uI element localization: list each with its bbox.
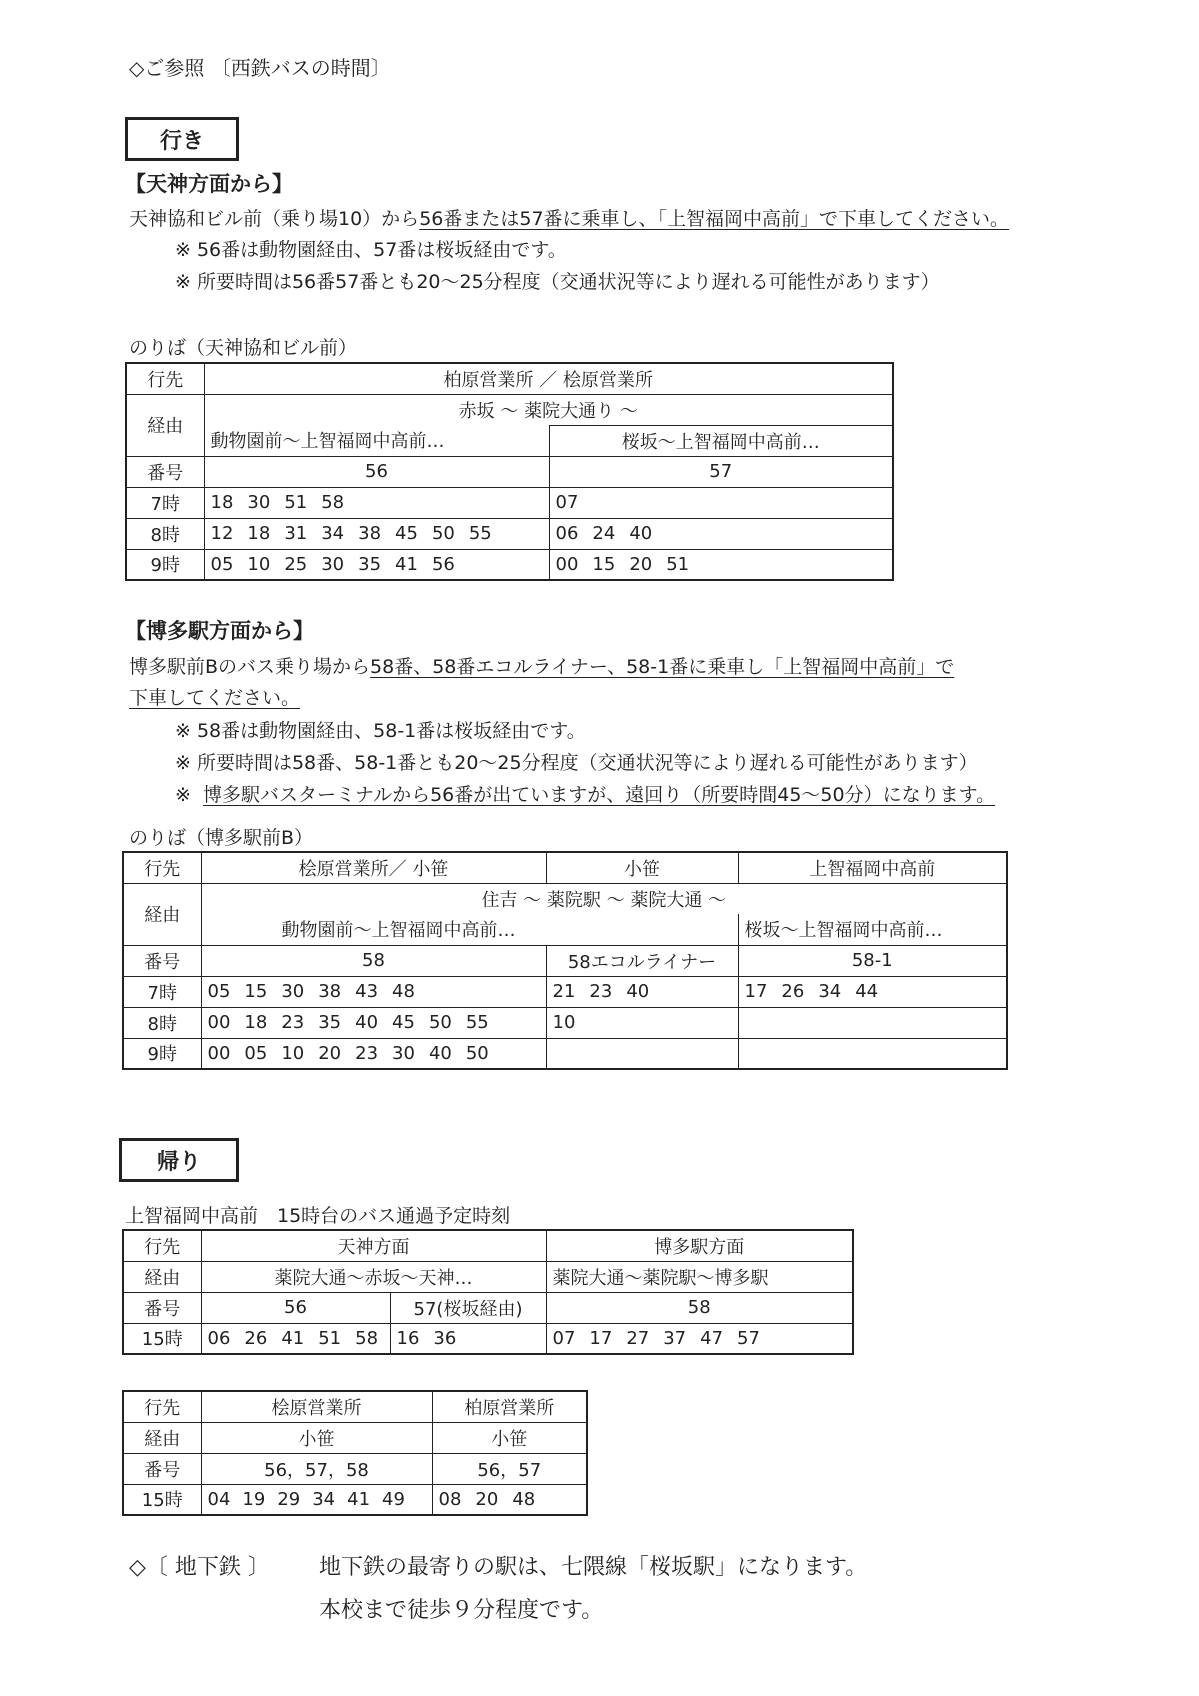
row-header-dest: 行先: [126, 363, 204, 394]
time: 58: [355, 1327, 379, 1349]
time: 51: [284, 492, 308, 513]
times-57-cell: [390, 1323, 546, 1354]
time: 40: [355, 1012, 379, 1033]
times-eco-cell: [546, 976, 738, 1007]
time: 04: [207, 1488, 231, 1510]
time: 38: [318, 981, 342, 1002]
row-header-number: 番号: [123, 1292, 201, 1323]
hour-cell: 8時: [126, 518, 204, 549]
hakata-note-duration: ※ 所要時間は58番、58-1番とも20～25分程度（交通状況等により遅れる可能性があります）: [175, 752, 978, 774]
time: 40: [626, 981, 650, 1002]
route-57-cell: 57(桜坂経由): [390, 1292, 546, 1323]
time: 51: [666, 553, 690, 575]
time: 48: [512, 1488, 536, 1510]
row-header-via: 経由: [123, 1261, 201, 1292]
hakata-instruction-line1: [129, 655, 954, 679]
hour-cell: 9時: [126, 549, 204, 580]
time: 27: [626, 1327, 650, 1349]
time: 26: [244, 1327, 268, 1349]
times-eco-cell: [546, 1007, 738, 1038]
time: 06: [555, 523, 579, 544]
via-58-1-cell: 桜坂〜上智福岡中高前…: [738, 914, 1007, 945]
time: 55: [465, 1012, 489, 1033]
via-57-cell: 桜坂〜上智福岡中高前…: [549, 425, 893, 456]
time: 40: [629, 523, 653, 544]
time: 44: [855, 981, 879, 1002]
time: 23: [281, 1012, 305, 1033]
row-header-via: 経由: [123, 1422, 201, 1453]
times-58-1-cell: [738, 1038, 1007, 1069]
row-header-dest: 行先: [123, 1391, 201, 1422]
time: 40: [428, 1042, 452, 1064]
table-row: [123, 1038, 1007, 1069]
time: 00: [555, 553, 579, 575]
table-row: [123, 1230, 853, 1261]
subway-line2: 本校まで徒歩９分程度です。: [319, 1598, 604, 1623]
hour-cell: 15時: [123, 1323, 201, 1354]
section-label-return: 帰り: [119, 1138, 239, 1182]
time: 18: [247, 523, 271, 544]
time: 10: [281, 1042, 305, 1064]
route-58-cell: 58: [546, 1292, 853, 1323]
times-58-cell: [201, 1007, 546, 1038]
times-a-cell: [201, 1484, 432, 1515]
time: 43: [355, 981, 379, 1002]
hour-cell: 9時: [123, 1038, 201, 1069]
hakata-note-terminal: [175, 783, 995, 807]
table-row: [123, 914, 1007, 945]
via-common-cell: 赤坂 〜 薬院大通り 〜: [204, 394, 893, 425]
time: 10: [247, 553, 271, 575]
route-eco-cell: 58エコルライナー: [546, 945, 738, 976]
destination-hakata-cell: 博多駅方面: [546, 1230, 853, 1261]
time: 21: [552, 981, 576, 1002]
times-57-cell: [549, 549, 893, 580]
tenjin-instruction-underlined: 56番または57番に乗車し、「上智福岡中高前」で下車してください。: [419, 208, 1010, 230]
time: 05: [207, 981, 231, 1002]
times-56-cell: [204, 518, 549, 549]
time: 35: [318, 1012, 342, 1033]
destination-58-cell: 桧原営業所／ 小笹: [201, 852, 546, 883]
row-header-via: 経由: [126, 394, 204, 456]
table-row: [123, 1292, 853, 1323]
time: 50: [428, 1012, 452, 1033]
table-row: [123, 1453, 587, 1484]
table-row: [123, 1007, 1007, 1038]
time: 08: [438, 1488, 462, 1510]
time: 34: [321, 523, 345, 544]
time: 05: [210, 553, 234, 575]
table-row: [123, 883, 1007, 914]
hakata-instruction-prefix: 博多駅前Bのバス乗り場から: [129, 656, 371, 678]
time: 35: [358, 553, 382, 575]
time: 20: [475, 1488, 499, 1510]
time: 34: [312, 1488, 336, 1510]
route-58-1-cell: 58-1: [738, 945, 1007, 976]
time: 00: [207, 1042, 231, 1064]
time: 41: [395, 553, 418, 575]
time: 30: [321, 553, 345, 575]
route-56-cell: 56: [201, 1292, 390, 1323]
time: 57: [737, 1327, 760, 1349]
times-56-cell: [204, 549, 549, 580]
subway-label: ◇〔 地下鉄 〕: [129, 1555, 270, 1580]
time: 23: [355, 1042, 379, 1064]
table-row: [123, 976, 1007, 1007]
times-b-cell: [432, 1484, 587, 1515]
hour-cell: 7時: [123, 976, 201, 1007]
subway-line1: 地下鉄の最寄りの駅は、七隈線「桜坂駅」になります。: [319, 1555, 868, 1580]
hakata-section-title: 【博多駅方面から】: [125, 619, 314, 643]
time: 38: [358, 523, 382, 544]
time: 06: [207, 1327, 231, 1349]
time: 25: [284, 553, 308, 575]
time: 55: [468, 523, 492, 544]
time: 24: [592, 523, 616, 544]
time: 30: [281, 981, 305, 1002]
table-row: [126, 549, 893, 580]
via-56-cell: 動物園前〜上智福岡中高前…: [204, 425, 549, 456]
table-row: [126, 363, 893, 394]
time: 26: [781, 981, 805, 1002]
hour-cell: 7時: [126, 487, 204, 518]
time: 17: [744, 981, 768, 1002]
tenjin-stop-caption: のりば（天神協和ビル前）: [129, 337, 358, 359]
via-b-cell: 小笹: [432, 1422, 587, 1453]
destination-eco-cell: 小笹: [546, 852, 738, 883]
tenjin-section-title: 【天神方面から】: [125, 172, 293, 196]
time: 12: [210, 523, 234, 544]
row-header-via: 経由: [123, 883, 201, 945]
hakata-timetable: [122, 851, 1008, 1070]
time: 45: [392, 1012, 415, 1033]
time: 37: [663, 1327, 687, 1349]
time: 23: [589, 981, 613, 1002]
row-header-dest: 行先: [123, 1230, 201, 1261]
times-56-cell: [204, 487, 549, 518]
time: 19: [242, 1488, 266, 1510]
row-header-number: 番号: [126, 456, 204, 487]
times-58-cell: [201, 1038, 546, 1069]
table-row: [123, 1422, 587, 1453]
tenjin-note-duration: ※ 所要時間は56番57番とも20～25分程度（交通状況等により遅れる可能性があります）: [175, 271, 940, 293]
table-row: [126, 394, 893, 425]
page-title: ◇ご参照 〔西鉄バスの時間〕: [129, 56, 391, 80]
destination-a-cell: 桧原営業所: [201, 1391, 432, 1422]
table-row: [126, 518, 893, 549]
time: 47: [700, 1327, 724, 1349]
hakata-instruction-underlined: 58番、58番エコルライナー、58-1番に乗車し「上智福岡中高前」で: [370, 656, 955, 678]
via-58-cell: 動物園前〜上智福岡中高前…: [201, 914, 738, 945]
time: 10: [552, 1012, 576, 1033]
table-row: [126, 487, 893, 518]
time: 17: [589, 1327, 613, 1349]
time: 49: [382, 1488, 405, 1510]
row-header-number: 番号: [123, 945, 201, 976]
hakata-note-terminal-text: 博多駅バスターミナルから56番が出ていますが、遠回り（所要時間45～50分）になります。: [203, 784, 996, 806]
tenjin-timetable: [125, 362, 894, 581]
table-row: [123, 1261, 853, 1292]
time: 07: [555, 492, 579, 513]
time: 07: [552, 1327, 576, 1349]
via-a-cell: 小笹: [201, 1422, 432, 1453]
destination-58-1-cell: 上智福岡中高前: [738, 852, 1007, 883]
via-common-cell: 住吉 〜 薬院駅 〜 薬院大通 〜: [201, 883, 1007, 914]
times-58-cell: [201, 976, 546, 1007]
time: 31: [284, 523, 308, 544]
time: 29: [277, 1488, 301, 1510]
hour-cell: 8時: [123, 1007, 201, 1038]
time: 50: [431, 523, 455, 544]
row-header-number: 番号: [123, 1453, 201, 1484]
route-57-cell: 57: [549, 456, 893, 487]
times-eco-cell: [546, 1038, 738, 1069]
times-58-1-cell: [738, 976, 1007, 1007]
destination-b-cell: 柏原営業所: [432, 1391, 587, 1422]
time: 58: [321, 492, 345, 513]
hakata-note-route: ※ 58番は動物園経由、58-1番は桜坂経由です。: [175, 720, 586, 742]
times-57-cell: [549, 518, 893, 549]
return-timetable-1: [122, 1229, 854, 1355]
times-57-cell: [549, 487, 893, 518]
time: 30: [247, 492, 271, 513]
time: 36: [433, 1327, 457, 1349]
time: 48: [392, 981, 415, 1002]
time: 45: [395, 523, 418, 544]
hakata-stop-caption: のりば（博多駅前B）: [129, 827, 314, 849]
route-58-cell: 58: [201, 945, 546, 976]
time: 41: [281, 1327, 305, 1349]
time: 18: [210, 492, 234, 513]
times-58-cell: [546, 1323, 853, 1354]
return-timetable-2: [122, 1390, 588, 1516]
tenjin-note-route: ※ 56番は動物園経由、57番は桜坂経由です。: [175, 239, 567, 261]
section-label-outbound: 行き: [125, 117, 239, 161]
hour-cell: 15時: [123, 1484, 201, 1515]
note-mark: ※: [175, 784, 191, 806]
hakata-instruction-line2: 下車してください。: [129, 687, 301, 709]
table-row: [123, 945, 1007, 976]
tenjin-instruction: [129, 207, 1009, 231]
row-header-dest: 行先: [123, 852, 201, 883]
time: 15: [592, 553, 616, 575]
time: 18: [244, 1012, 268, 1033]
time: 16: [396, 1327, 420, 1349]
table-row: [123, 1323, 853, 1354]
time: 34: [818, 981, 842, 1002]
destination-tenjin-cell: 天神方面: [201, 1230, 546, 1261]
route-a-cell: 56，57，58: [201, 1453, 432, 1484]
time: 50: [465, 1042, 489, 1064]
via-tenjin-cell: 薬院大通〜赤坂〜天神…: [201, 1261, 546, 1292]
time: 51: [318, 1327, 342, 1349]
tenjin-instruction-prefix: 天神協和ビル前（乗り場10）から: [129, 208, 420, 230]
time: 20: [318, 1042, 342, 1064]
table-row: [123, 1391, 587, 1422]
table-row: [123, 1484, 587, 1515]
time: 00: [207, 1012, 231, 1033]
time: 05: [244, 1042, 268, 1064]
via-hakata-cell: 薬院大通〜薬院駅〜博多駅: [546, 1261, 853, 1292]
times-56-cell: [201, 1323, 390, 1354]
times-58-1-cell: [738, 1007, 1007, 1038]
time: 20: [629, 553, 653, 575]
time: 15: [244, 981, 268, 1002]
return-caption: 上智福岡中高前 15時台のバス通過予定時刻: [125, 1205, 511, 1227]
table-row: [126, 456, 893, 487]
time: 30: [392, 1042, 415, 1064]
time: 56: [431, 553, 455, 575]
destination-cell: 柏原営業所 ／ 桧原営業所: [204, 363, 893, 394]
table-row: [123, 852, 1007, 883]
route-b-cell: 56，57: [432, 1453, 587, 1484]
route-56-cell: 56: [204, 456, 549, 487]
table-row: [126, 425, 893, 456]
time: 41: [347, 1488, 371, 1510]
